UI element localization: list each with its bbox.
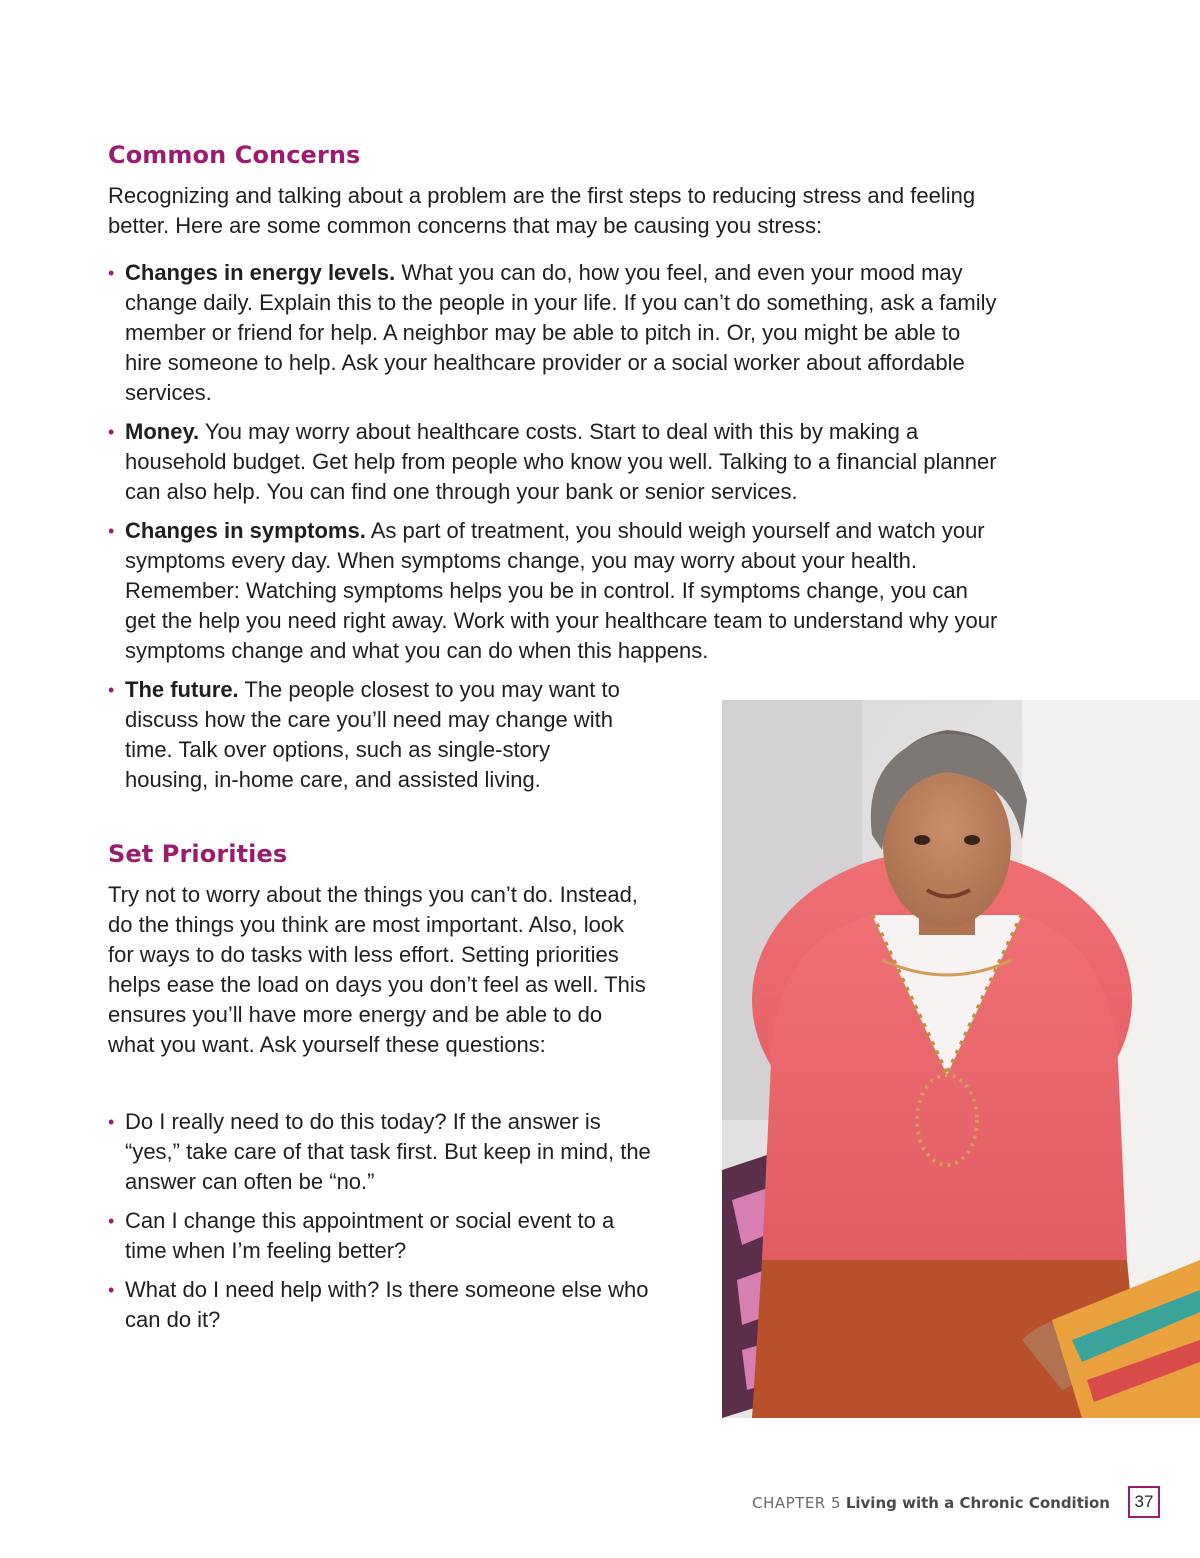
bullet-icon: •: [108, 263, 115, 283]
common-concerns-heading: Common Concerns: [108, 141, 361, 169]
list-item: [108, 675, 635, 795]
list-item: [108, 1206, 653, 1266]
page-number: 37: [1128, 1486, 1160, 1518]
bullet-icon: •: [108, 680, 115, 700]
chapter-title: Living with a Chronic Condition: [845, 1494, 1110, 1512]
bullet-icon: •: [108, 1112, 115, 1132]
set-priorities-heading: Set Priorities: [108, 840, 288, 868]
bullet-text: The people closest to you may want to discuss how the care you’ll need may change with time. Talk over options, such as single-story housing, in-home care, and assisted living.: [125, 677, 620, 792]
bullet-text: What you can do, how you feel, and even your mood may change daily. Explain this to the people in your life. If you can’t do something, ask a family member or friend for help. A neighbor may be able to pitch in. Or, you might be able to hire someone to help. Ask your healthcare provider or a social worker about affordable services.: [125, 260, 997, 405]
bullet-term: Changes in symptoms.: [125, 518, 366, 543]
bullet-icon: •: [108, 521, 115, 541]
portrait-illustration: [722, 700, 1200, 1418]
bullet-text: Do I really need to do this today? If the answer is “yes,” take care of that task first. But keep in mind, the answer can often be “no.”: [125, 1109, 651, 1194]
list-item: [108, 258, 998, 408]
list-item: [108, 1275, 653, 1335]
priorities-question-list: [108, 1107, 653, 1344]
list-item: [108, 516, 998, 666]
bullet-icon: •: [108, 1211, 115, 1231]
list-item: [108, 417, 998, 507]
bullet-icon: •: [108, 1280, 115, 1300]
bullet-term: The future.: [125, 677, 239, 702]
bullet-term: Money.: [125, 419, 200, 444]
common-concerns-intro: Recognizing and talking about a problem are the first steps to reducing stress and feeling better. Here are some common concerns that may be causing you stress:: [108, 183, 976, 238]
footer-chapter-label: [752, 1494, 1110, 1512]
bullet-text: What do I need help with? Is there someone else who can do it?: [125, 1277, 649, 1332]
woman-portrait-photo: [722, 700, 1200, 1418]
chapter-number: CHAPTER 5: [752, 1494, 842, 1512]
bullet-text: As part of treatment, you should weigh yourself and watch your symptoms every day. When symptoms change, you may worry about your health. Remember: Watching symptoms helps you be in control. If symptoms change, you can get the help you need right away. Work with your healthcare team to understand why your symptoms change and what you can do when this happens.: [125, 518, 998, 663]
bullet-term: Changes in energy levels.: [125, 260, 396, 285]
bullet-text: Can I change this appointment or social event to a time when I’m feeling better?: [125, 1208, 615, 1263]
bullet-icon: •: [108, 422, 115, 442]
list-item: [108, 1107, 653, 1197]
set-priorities-intro: Try not to worry about the things you can’t do. Instead, do the things you think are most important. Also, look for ways to do tasks with less effort. Setting priorities helps ease the load on days you don’t feel as well. This ensures you’ll have more energy and be able to do what you want. Ask yourself these questions:: [108, 882, 646, 1057]
bullet-text: You may worry about healthcare costs. Start to deal with this by making a household budget. Get help from people who know you well. Talking to a financial planner can also help. You can find one through your bank or senior services.: [125, 419, 997, 504]
